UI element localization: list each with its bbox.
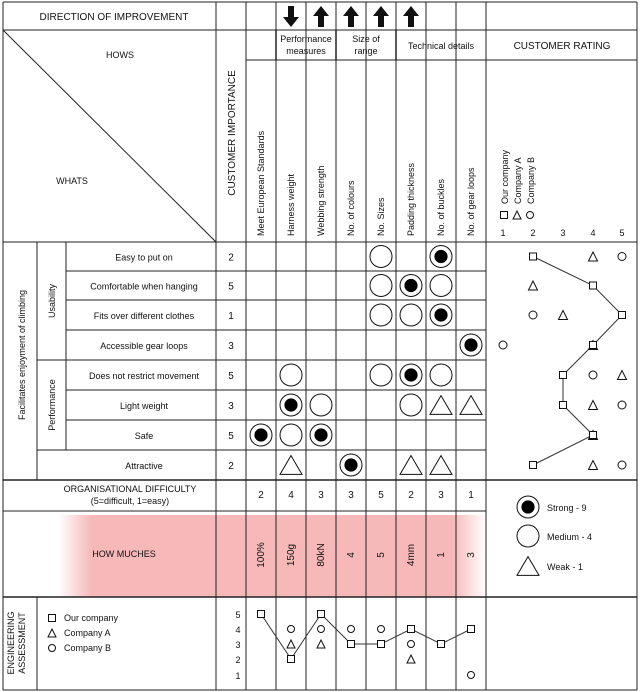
how-label: Webbing strength (316, 165, 326, 236)
how-much-value: 80kN (316, 543, 327, 567)
direction-header: DIRECTION OF IMPROVEMENT (39, 12, 189, 23)
strong-relation-dot (404, 279, 417, 292)
engineering-legend-label: Company B (64, 643, 112, 653)
group-label: Performance (280, 34, 332, 44)
difficulty-value: 2 (258, 490, 264, 501)
difficulty-sub: (5=difficult, 1=easy) (90, 496, 170, 506)
how-much-value: 4mm (406, 543, 417, 567)
how-label: Padding thickness (406, 162, 416, 236)
how-muches-label: HOW MUCHES (92, 549, 156, 559)
difficulty-value: 3 (318, 490, 324, 501)
rating-legend-label: Company A (513, 157, 523, 204)
difficulty-value: 3 (438, 490, 444, 501)
relationship-legend-label: Medium - 4 (547, 532, 593, 542)
engineering-scale-tick: 1 (235, 671, 241, 681)
medium-relation-icon (517, 525, 539, 547)
what-label: Accessible gear loops (100, 341, 188, 351)
customer-rating-header: CUSTOMER RATING (513, 41, 611, 52)
difficulty-value: 5 (378, 490, 384, 501)
how-much-value: 100% (256, 542, 267, 568)
how-much-value: 150g (286, 543, 297, 567)
hows-label: HOWS (106, 50, 134, 60)
how-much-value: 5 (376, 552, 387, 558)
how-label: No. of colours (346, 180, 356, 236)
rating-legend-label: Company B (526, 156, 536, 204)
strong-relation-dot (404, 368, 417, 381)
strong-relation-dot (344, 458, 357, 471)
what-label: Does not restrict movement (88, 371, 200, 381)
engineering-scale-tick: 5 (235, 610, 241, 620)
medium-relation-icon (310, 394, 332, 416)
engineering-legend-label: Company A (64, 628, 111, 638)
our-company-square-icon (348, 641, 355, 648)
our-company-square-icon (468, 626, 475, 633)
importance-value: 5 (228, 371, 234, 382)
our-company-square-icon (590, 282, 597, 289)
our-company-square-icon (288, 656, 295, 663)
how-label: No. of gear loops (466, 167, 476, 236)
how-much-value: 3 (466, 552, 477, 558)
what-label: Light weight (119, 401, 169, 411)
importance-value: 5 (228, 281, 234, 293)
medium-relation-icon (370, 364, 392, 386)
how-much-value: 4 (346, 552, 357, 558)
our-company-square-icon (560, 372, 567, 379)
engineering-scale-tick: 2 (235, 655, 241, 665)
medium-relation-icon (370, 246, 392, 268)
how-much-value: 1 (436, 552, 447, 558)
strong-relation-dot (284, 398, 297, 411)
how-label: Meet European Standards (256, 130, 266, 236)
group-label: measures (286, 46, 326, 56)
our-company-square-icon (590, 342, 597, 349)
strong-relation-dot (464, 338, 477, 351)
engineering-label: ENGINEERING (6, 611, 16, 675)
what-label: Comfortable when hanging (90, 281, 198, 292)
strong-relation-dot (521, 500, 534, 513)
importance-value: 5 (228, 431, 234, 442)
medium-relation-icon (430, 275, 452, 297)
strong-relation-dot (434, 308, 447, 321)
difficulty-value: 4 (288, 490, 294, 501)
medium-relation-icon (370, 275, 392, 297)
rating-scale-tick: 1 (500, 228, 506, 238)
category-label: Facilitates enjoyment of climbing (17, 289, 27, 421)
customer-importance-header: CUSTOMER IMPORTANCE (227, 70, 238, 196)
importance-value: 2 (228, 252, 234, 264)
group-label: Size of (352, 34, 380, 44)
our-company-square-icon (619, 312, 626, 319)
what-label: Easy to put on (115, 252, 173, 263)
group-label: range (354, 46, 378, 56)
medium-relation-icon (370, 304, 392, 326)
how-label: No. of buckles (436, 178, 446, 236)
rating-scale-tick: 4 (590, 228, 596, 238)
our-company-square-icon (318, 611, 325, 618)
engineering-scale-tick: 3 (235, 640, 241, 650)
our-company-square-icon (258, 611, 265, 618)
group-label: Technical details (407, 41, 475, 51)
relationship-legend-label: Strong - 9 (547, 503, 587, 513)
relationship-legend-label: Weak - 1 (547, 562, 583, 572)
how-label: No. Sizes (376, 197, 386, 236)
importance-value: 2 (228, 461, 234, 472)
our-company-square-icon (590, 432, 597, 439)
importance-value: 3 (228, 341, 234, 352)
our-company-square-icon (408, 626, 415, 633)
strong-relation-dot (254, 428, 267, 441)
rating-legend-label: Our company (500, 149, 510, 204)
medium-relation-icon (280, 364, 302, 386)
what-label: Attractive (125, 461, 163, 471)
engineering-label: ASSESSMENT (17, 612, 27, 674)
medium-relation-icon (430, 364, 452, 386)
rating-scale-tick: 5 (619, 228, 625, 238)
engineering-scale-tick: 4 (235, 625, 241, 635)
subcategory-label: Usability (47, 283, 57, 319)
difficulty-value: 3 (348, 490, 354, 501)
medium-relation-icon (400, 394, 422, 416)
importance-value: 3 (228, 401, 234, 412)
strong-relation-dot (434, 250, 447, 263)
our-company-square-icon (530, 462, 537, 469)
subcategory-label: Performance (47, 379, 57, 431)
our-company-square-icon (378, 641, 385, 648)
rating-scale-tick: 2 (530, 228, 536, 238)
difficulty-value: 1 (468, 490, 474, 501)
what-label: Safe (134, 431, 154, 441)
medium-relation-icon (280, 424, 302, 446)
medium-relation-icon (400, 304, 422, 326)
difficulty-value: 2 (408, 490, 414, 501)
how-label: Harness weight (286, 173, 296, 236)
what-label: Fits over different clothes (93, 311, 195, 321)
strong-relation-dot (314, 428, 327, 441)
importance-value: 1 (228, 311, 234, 322)
difficulty-label: ORGANISATIONAL DIFFICULTY (63, 484, 197, 494)
rating-scale-tick: 3 (560, 228, 566, 238)
whats-label: WHATS (56, 176, 88, 186)
our-company-square-icon (560, 402, 567, 409)
our-company-square-icon (530, 253, 537, 260)
our-company-square-icon (438, 641, 445, 648)
engineering-legend-label: Our company (64, 613, 119, 623)
